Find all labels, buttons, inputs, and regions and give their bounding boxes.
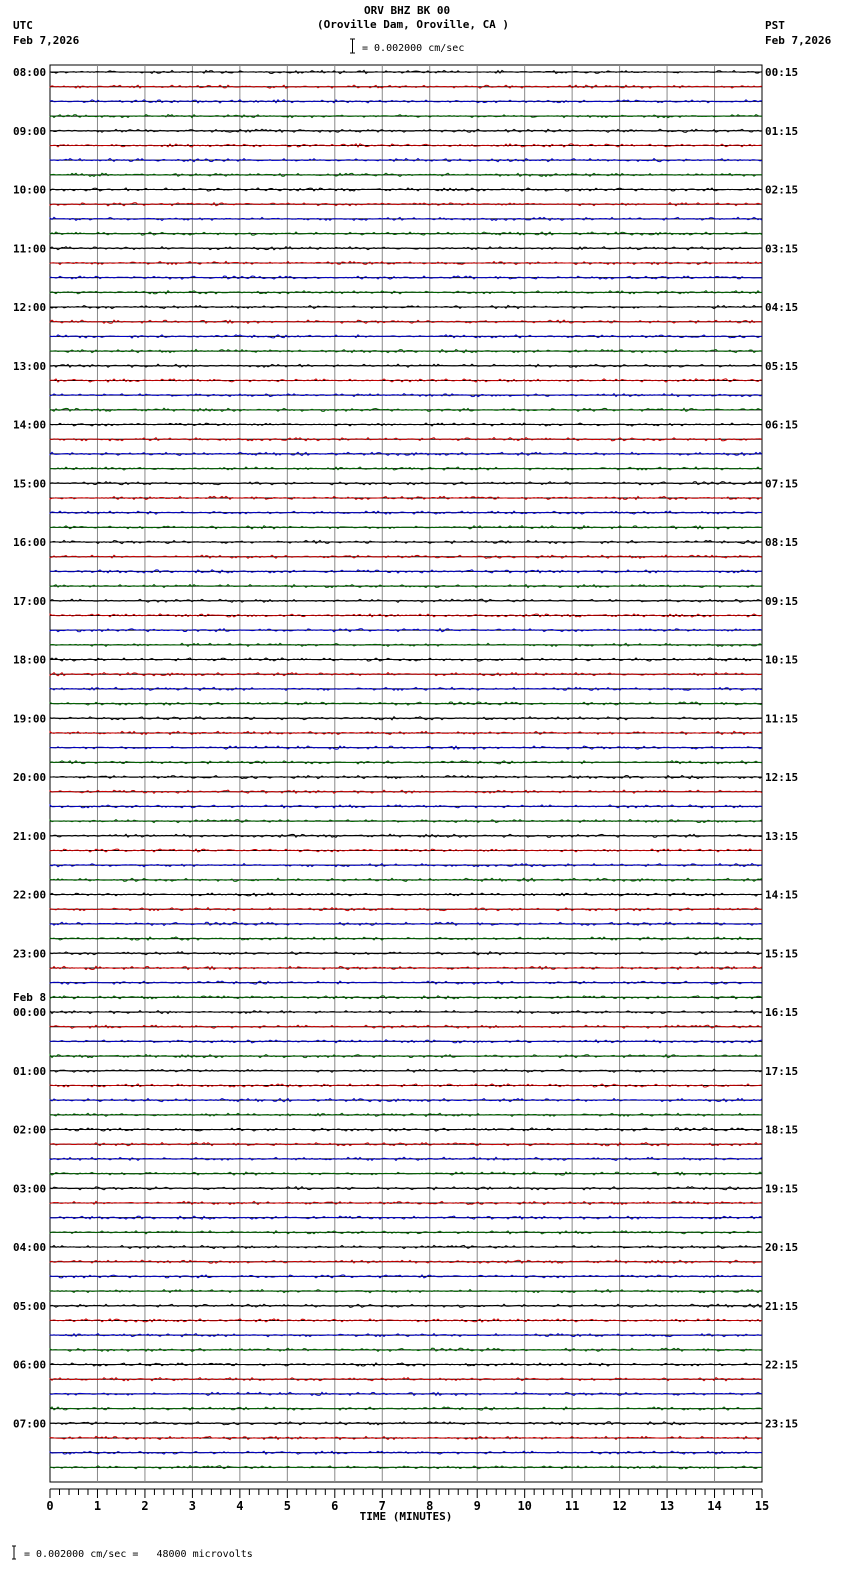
seismic-trace xyxy=(50,717,762,720)
scale-bar-icon xyxy=(350,39,355,53)
utc-hour-label: 15:00 xyxy=(13,477,47,491)
seismic-trace xyxy=(50,1245,762,1248)
pst-hour-label: 15:15 xyxy=(765,947,799,961)
utc-hour-label: 14:00 xyxy=(13,418,47,432)
x-tick-label: 8 xyxy=(426,1499,434,1513)
seismic-trace xyxy=(50,496,762,499)
seismic-trace xyxy=(50,1216,762,1219)
seismic-trace xyxy=(50,247,762,250)
utc-hour-label: 08:00 xyxy=(13,66,47,79)
utc-hour-label: 18:00 xyxy=(13,653,47,667)
seismic-trace xyxy=(50,482,762,485)
x-tick-label: 13 xyxy=(659,1499,675,1513)
seismic-trace xyxy=(50,1319,762,1322)
x-tick-label: 9 xyxy=(473,1499,481,1513)
station-location: (Oroville Dam, Oroville, CA ) xyxy=(317,18,510,31)
seismic-trace xyxy=(50,438,762,441)
seismic-trace xyxy=(50,1099,762,1102)
pst-hour-label: 19:15 xyxy=(765,1182,799,1196)
utc-hour-label: 13:00 xyxy=(13,359,47,373)
seismic-trace xyxy=(50,335,762,338)
scale-text: = 0.002000 cm/sec xyxy=(362,43,465,54)
pst-hour-label: 01:15 xyxy=(765,124,799,138)
x-tick-label: 14 xyxy=(707,1499,722,1513)
seismic-trace xyxy=(50,467,762,470)
seismic-trace xyxy=(50,173,762,176)
seismic-trace xyxy=(50,320,762,323)
utc-hour-label: 04:00 xyxy=(13,1241,47,1254)
x-tick-label: 12 xyxy=(612,1499,627,1513)
pst-hour-label: 08:15 xyxy=(765,536,799,549)
seismic-trace xyxy=(50,996,762,999)
x-tick-label: 2 xyxy=(141,1499,149,1513)
seismic-trace xyxy=(50,643,762,646)
seismic-trace xyxy=(50,1436,762,1439)
pst-hour-label: 22:15 xyxy=(765,1358,799,1372)
pst-hour-label: 11:15 xyxy=(765,712,799,726)
seismic-trace xyxy=(50,1231,762,1234)
footer-scale-text: = 0.002000 cm/sec = 48000 microvolts xyxy=(24,1549,253,1560)
x-tick-label: 7 xyxy=(378,1499,386,1513)
seismic-trace xyxy=(50,1113,762,1116)
pst-hour-label: 00:15 xyxy=(765,66,799,79)
seismic-trace xyxy=(50,1392,762,1395)
utc-hour-label: 19:00 xyxy=(13,712,47,726)
pst-hour-label: 04:15 xyxy=(765,301,799,314)
seismic-trace xyxy=(50,1275,762,1278)
pst-hour-label: 23:15 xyxy=(765,1417,799,1431)
seismic-trace xyxy=(50,144,762,147)
x-axis-title: TIME (MINUTES) xyxy=(359,1510,453,1523)
seismic-trace xyxy=(50,217,762,220)
seismic-trace xyxy=(50,981,762,984)
left-timezone: UTC xyxy=(13,19,33,32)
pst-hour-label: 10:15 xyxy=(765,653,799,667)
pst-hour-label: 17:15 xyxy=(765,1064,799,1078)
pst-hour-label: 07:15 xyxy=(765,477,799,491)
pst-hour-label: 20:15 xyxy=(765,1241,799,1254)
utc-hour-label: 01:00 xyxy=(13,1064,47,1078)
seismic-trace xyxy=(50,261,762,264)
seismic-trace xyxy=(50,702,762,705)
seismic-trace xyxy=(50,1040,762,1043)
x-tick-label: 0 xyxy=(46,1499,54,1513)
right-date: Feb 7,2026 xyxy=(765,34,832,47)
seismic-trace xyxy=(50,599,762,602)
seismic-trace xyxy=(50,379,762,382)
utc-hour-label: 12:00 xyxy=(13,301,47,314)
x-tick-label: 5 xyxy=(283,1499,291,1513)
seismic-trace xyxy=(50,203,762,206)
pst-hour-label: 16:15 xyxy=(765,1006,799,1019)
seismic-trace xyxy=(50,100,762,103)
utc-hour-label: 06:00 xyxy=(13,1358,47,1372)
seismic-trace xyxy=(50,1011,762,1014)
seismic-trace xyxy=(50,1201,762,1204)
right-timezone: PST xyxy=(765,19,785,32)
seismic-trace xyxy=(50,820,762,823)
pst-hour-label: 05:15 xyxy=(765,359,799,373)
seismic-trace xyxy=(50,129,762,132)
seismic-trace xyxy=(50,761,762,764)
seismic-trace xyxy=(50,937,762,940)
seismic-trace xyxy=(50,776,762,779)
utc-hour-label: 23:00 xyxy=(13,947,47,961)
utc-hour-label: 11:00 xyxy=(13,242,47,256)
seismic-trace xyxy=(50,526,762,529)
seismic-trace xyxy=(50,1157,762,1160)
seismic-trace xyxy=(50,364,762,367)
seismic-trace xyxy=(50,1466,762,1469)
seismic-trace xyxy=(50,614,762,617)
seismic-trace xyxy=(50,1025,762,1028)
utc-hour-label: 22:00 xyxy=(13,888,47,902)
x-tick-label: 1 xyxy=(93,1499,102,1513)
pst-hour-label: 09:15 xyxy=(765,594,799,608)
date-change-label: Feb 8 xyxy=(13,991,47,1004)
seismic-trace xyxy=(50,1128,762,1131)
seismic-trace xyxy=(50,1348,762,1351)
left-date: Feb 7,2026 xyxy=(13,34,80,47)
seismic-trace xyxy=(50,1055,762,1058)
seismic-trace xyxy=(50,673,762,676)
utc-hour-label: 09:00 xyxy=(13,124,47,138)
seismic-trace xyxy=(50,350,762,353)
seismic-trace xyxy=(50,1069,762,1072)
utc-hour-label: 02:00 xyxy=(13,1123,47,1137)
utc-hour-label: 17:00 xyxy=(13,594,47,608)
seismic-trace xyxy=(50,1378,762,1381)
x-tick-label: 10 xyxy=(517,1499,532,1513)
utc-hour-label: 05:00 xyxy=(13,1299,47,1313)
seismic-trace xyxy=(50,1290,762,1293)
utc-hour-label: 03:00 xyxy=(13,1182,47,1196)
station-title: ORV BHZ BK 00 xyxy=(364,4,451,17)
seismic-trace xyxy=(50,394,762,397)
seismic-trace xyxy=(50,658,762,661)
utc-hour-label: 00:00 xyxy=(13,1006,47,1019)
x-tick-label: 6 xyxy=(331,1499,339,1513)
seismic-trace xyxy=(50,305,762,308)
seismic-trace xyxy=(50,731,762,734)
utc-hour-label: 20:00 xyxy=(13,771,47,784)
pst-hour-label: 21:15 xyxy=(765,1299,799,1313)
utc-hour-label: 10:00 xyxy=(13,183,47,197)
footer-scale-bar-icon xyxy=(12,1546,16,1559)
pst-hour-label: 12:15 xyxy=(765,771,799,784)
utc-hour-label: 21:00 xyxy=(13,829,47,843)
x-tick-label: 3 xyxy=(188,1499,197,1513)
utc-hour-label: 16:00 xyxy=(13,536,47,549)
x-tick-label: 4 xyxy=(236,1499,244,1513)
x-tick-label: 15 xyxy=(754,1499,770,1513)
pst-hour-label: 14:15 xyxy=(765,888,799,902)
pst-hour-label: 02:15 xyxy=(765,183,799,197)
seismic-trace xyxy=(50,864,762,867)
pst-hour-label: 06:15 xyxy=(765,418,799,432)
utc-hour-label: 07:00 xyxy=(13,1417,47,1431)
pst-hour-label: 03:15 xyxy=(765,242,799,256)
seismic-trace xyxy=(50,555,762,558)
seismic-trace xyxy=(50,188,762,191)
x-tick-label: 11 xyxy=(564,1499,580,1513)
pst-hour-label: 13:15 xyxy=(765,829,799,843)
pst-hour-label: 18:15 xyxy=(765,1123,799,1137)
